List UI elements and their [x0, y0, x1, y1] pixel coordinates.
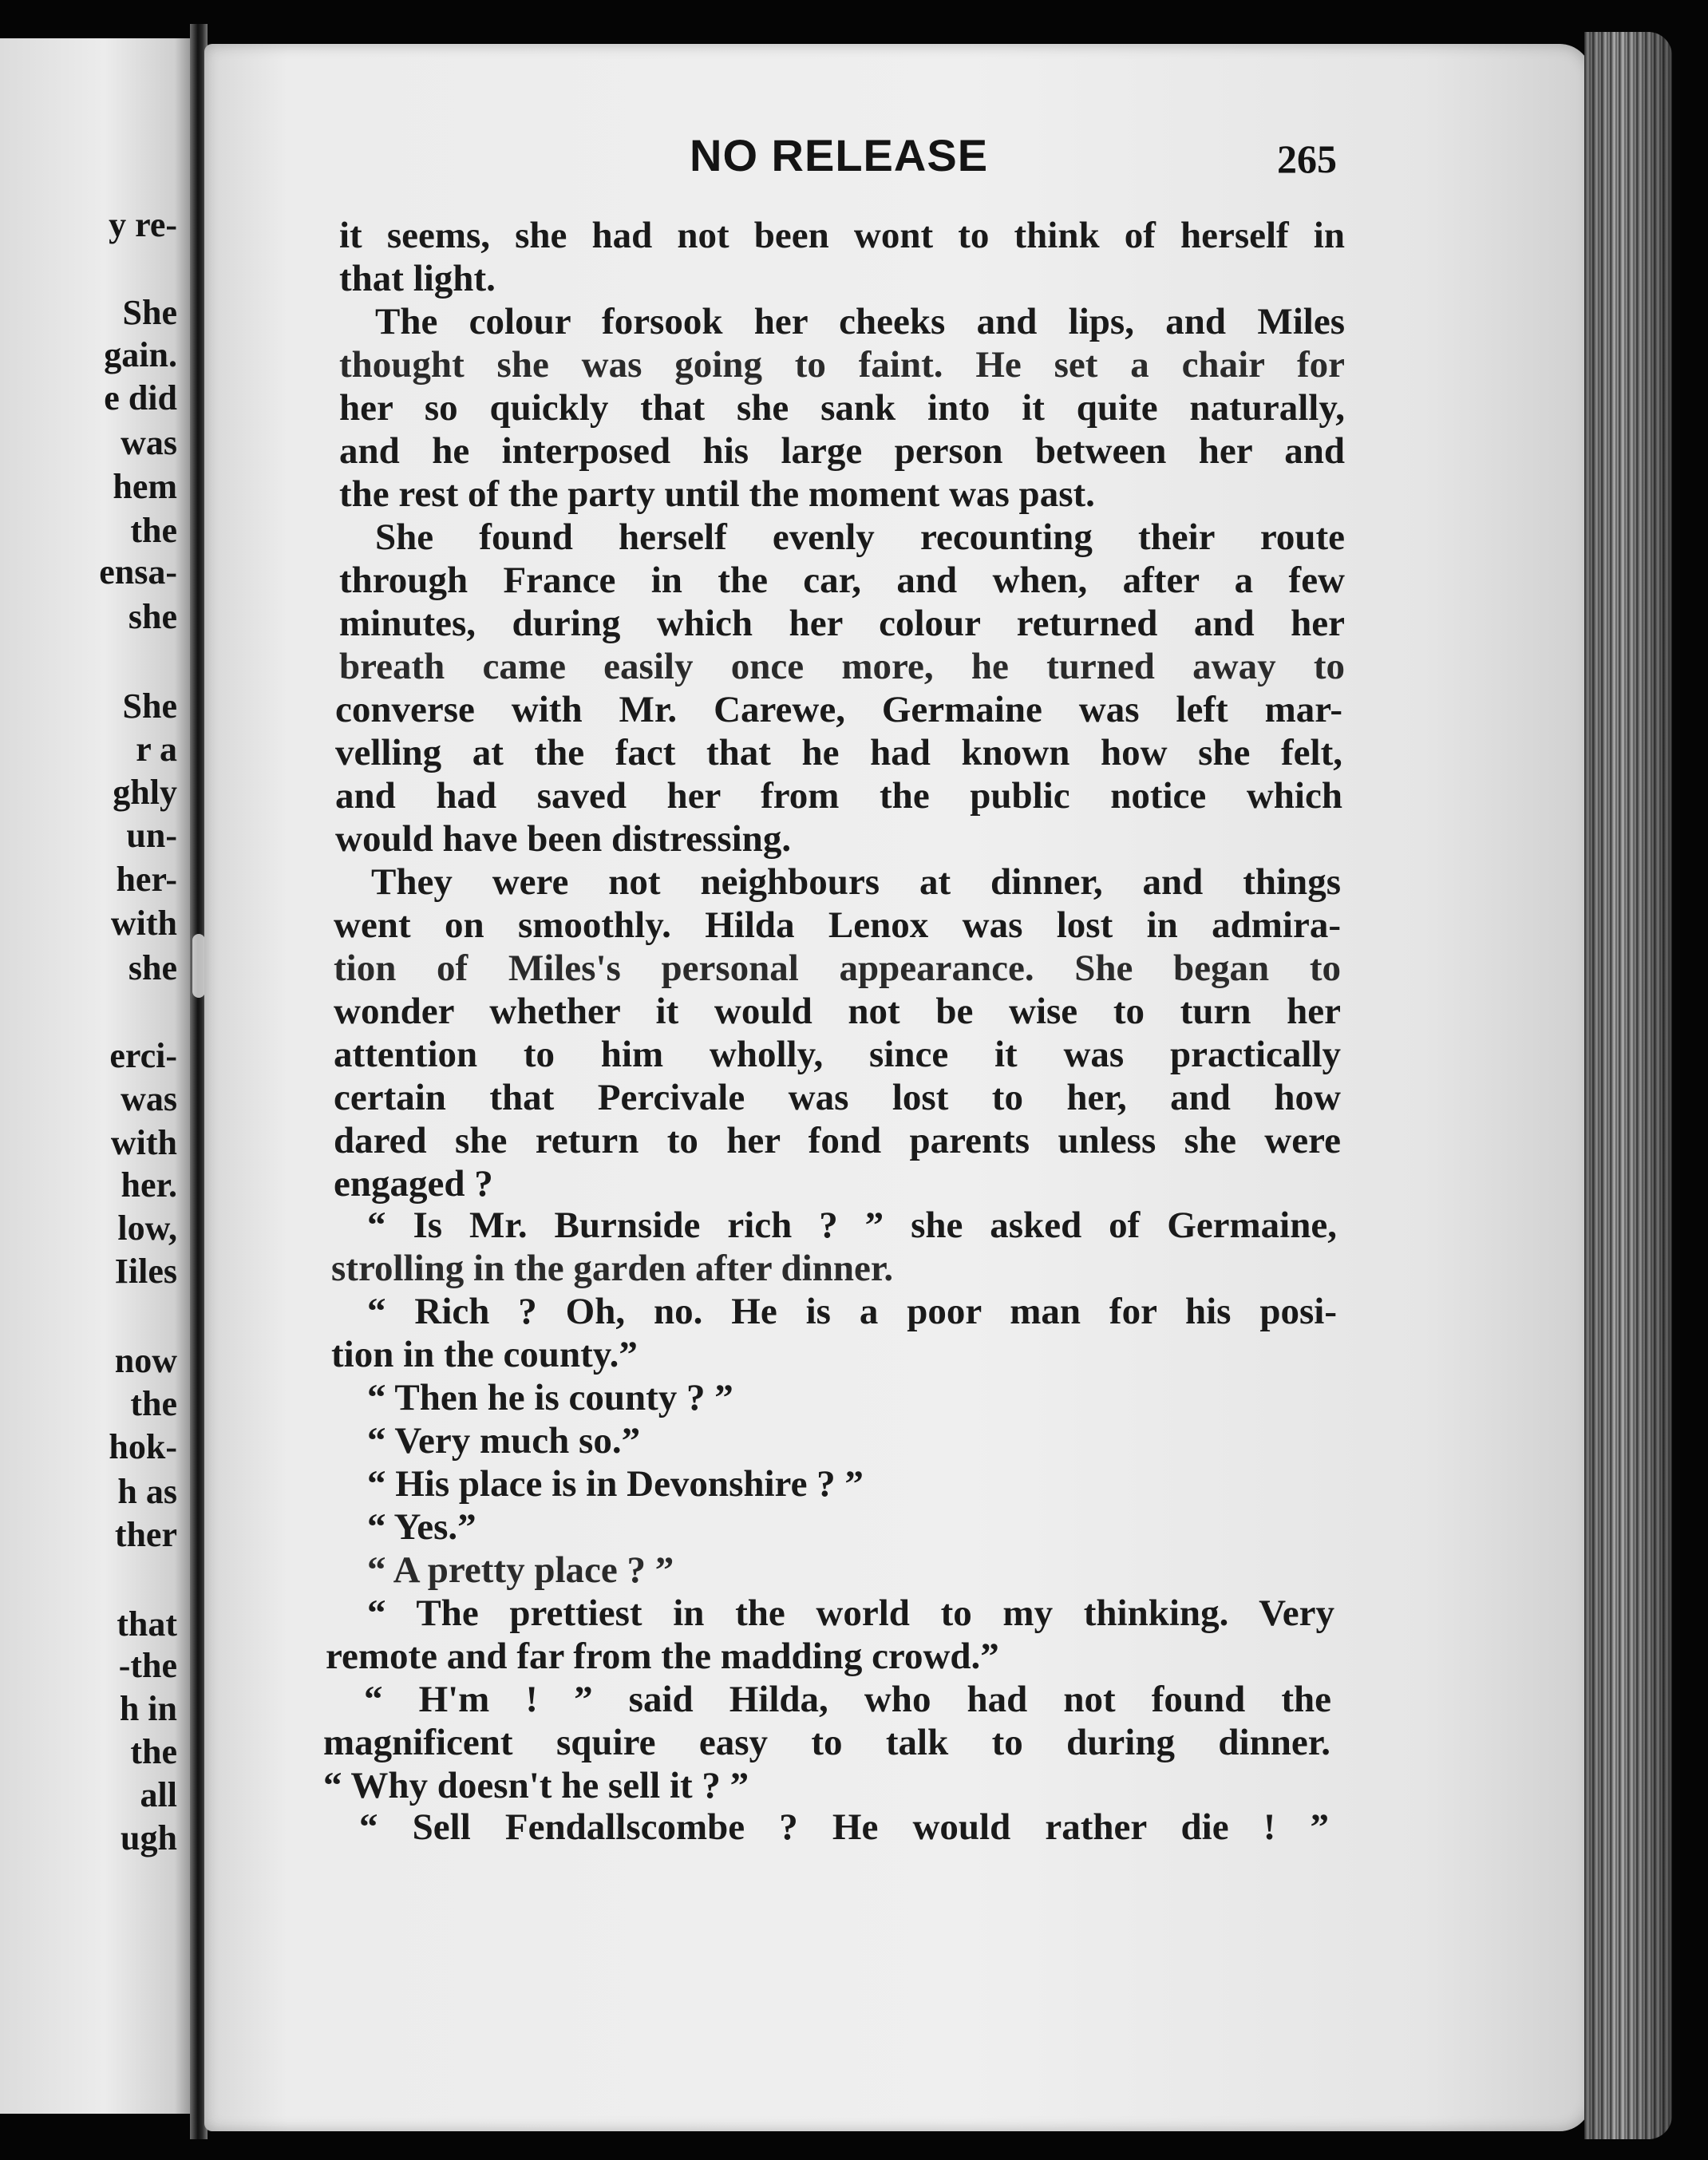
left-page-line-fragment: ugh [121, 1818, 177, 1857]
left-page-line-fragment: ghly [113, 773, 177, 812]
running-head: NO RELEASE [690, 130, 989, 180]
text-line: “ A pretty place ? ” [367, 1549, 674, 1591]
text-line: breath came easily once more, he turned away to [339, 646, 1345, 687]
text-line: velling at the fact that he had known how she felt, [335, 732, 1342, 773]
left-page-line-fragment: all [140, 1775, 177, 1814]
text-line: She found herself evenly recounting their route [375, 516, 1345, 558]
left-page-line-fragment: was [121, 423, 177, 462]
left-page-line-fragment: now [114, 1341, 177, 1380]
text-line: magnificent squire easy to talk to during dinner. [323, 1722, 1330, 1763]
text-line: through France in the car, and when, after a few [339, 560, 1345, 601]
left-page-line-fragment: h in [119, 1689, 177, 1728]
text-line: would have been distressing. [335, 818, 792, 860]
left-page-line-fragment: with [110, 1123, 177, 1162]
text-line: The colour forsook her cheeks and lips, and Miles [375, 301, 1345, 342]
text-line: “ Why doesn't he sell it ? ” [323, 1765, 749, 1806]
left-page-line-fragment: the [130, 511, 177, 550]
text-line: dared she return to her fond parents unless she were [334, 1120, 1341, 1161]
left-page-line-fragment: her. [121, 1165, 177, 1205]
text-line: They were not neighbours at dinner, and things [371, 861, 1341, 903]
left-page-line-fragment: ther [114, 1515, 177, 1554]
left-page-line-fragment: erci- [109, 1036, 177, 1075]
left-page-line-fragment: the [130, 1732, 177, 1771]
text-line: tion of Miles's personal appearance. She began to [334, 947, 1341, 989]
left-page-line-fragment: e did [104, 378, 177, 417]
text-line: “ His place is in Devonshire ? ” [367, 1463, 864, 1505]
text-line: engaged ? [334, 1163, 493, 1205]
left-page-line-fragment: gain. [104, 335, 177, 374]
text-line: strolling in the garden after dinner. [331, 1248, 894, 1289]
left-page-line-fragment: She [122, 686, 177, 726]
left-page-line-fragment: ensa- [99, 552, 177, 591]
text-line: “ H'm ! ” said Hilda, who had not found the [364, 1679, 1331, 1720]
text-line: converse with Mr. Carewe, Germaine was left mar- [335, 689, 1342, 730]
text-line: certain that Percivale was lost to her, and how [334, 1077, 1341, 1118]
left-page-line-fragment: she [128, 948, 177, 987]
text-line: “ Yes.” [367, 1506, 476, 1548]
text-line: remote and far from the madding crowd.” [326, 1636, 999, 1677]
text-line: “ Sell Fendallscombe ? He would rather die ! ” [359, 1806, 1329, 1848]
text-line: wonder whether it would not be wise to turn her [334, 991, 1341, 1032]
text-line: it seems, she had not been wont to think of herself in [339, 215, 1345, 256]
text-line: “ Rich ? Oh, no. He is a poor man for his posi- [367, 1291, 1337, 1332]
text-line: “ Very much so.” [367, 1420, 641, 1462]
left-page-line-fragment: that [117, 1604, 177, 1644]
left-page-line-fragment: -the [118, 1646, 177, 1685]
text-line: attention to him wholly, since it was practically [334, 1034, 1341, 1075]
left-page-line-fragment: Iiles [114, 1252, 177, 1291]
left-page-line-fragment: y re- [109, 205, 177, 244]
left-page-line-fragment: low, [117, 1209, 177, 1248]
text-line: tion in the county.” [331, 1334, 638, 1375]
left-page-line-fragment: her- [116, 860, 177, 899]
left-page-line-fragment: was [121, 1079, 177, 1118]
text-line: minutes, during which her colour returned and her [339, 603, 1345, 644]
left-page-line-fragment: h as [117, 1472, 177, 1511]
text-line: thought she was going to faint. He set a chair for [339, 344, 1345, 386]
text-line: “ The prettiest in the world to my thinking. Very [367, 1592, 1334, 1634]
text-line: and he interposed his large person between her and [339, 430, 1345, 472]
left-page-line-fragment: hem [113, 467, 177, 506]
left-page-line-fragment: with [110, 904, 177, 943]
left-page-line-fragment: hok- [109, 1427, 177, 1466]
text-line: “ Then he is county ? ” [367, 1377, 733, 1418]
page-number: 265 [1277, 136, 1337, 181]
text-line: the rest of the party until the moment was past. [339, 473, 1095, 515]
left-page-line-fragment: r a [136, 730, 177, 769]
left-page-line-fragment: the [130, 1384, 177, 1423]
left-page-line-fragment: un- [126, 816, 177, 855]
text-line: that light. [339, 258, 496, 299]
text-line: and had saved her from the public notice which [335, 775, 1342, 817]
left-page-line-fragment: She [122, 293, 177, 332]
left-page-line-fragment: she [128, 597, 177, 636]
text-line: went on smoothly. Hilda Lenox was lost in admira- [334, 904, 1341, 946]
text-line: “ Is Mr. Burnside rich ? ” she asked of Germaine, [367, 1205, 1337, 1246]
text-line: her so quickly that she sank into it quite naturally, [339, 387, 1345, 429]
